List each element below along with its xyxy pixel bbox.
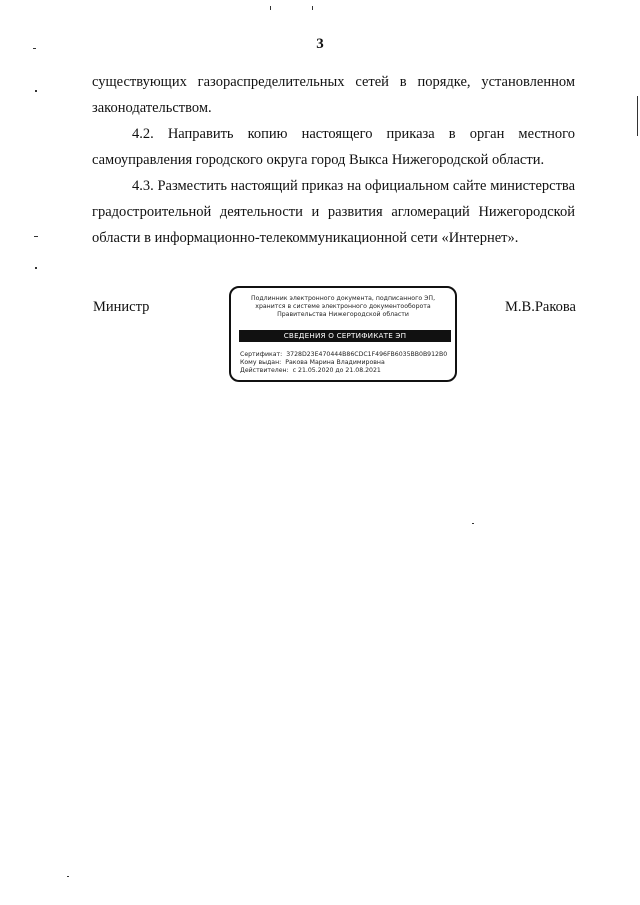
issued-to-label: Кому выдан: bbox=[240, 359, 282, 366]
validity-label: Действителен: bbox=[240, 367, 289, 374]
stamp-details bbox=[240, 351, 447, 375]
certificate-label: Сертификат: bbox=[240, 351, 283, 358]
paragraph-line: самоуправления городского округа город Выкса Нижегородской области. bbox=[92, 152, 545, 168]
signatory-position: Министр bbox=[93, 299, 150, 315]
certificate-value: 3728D23E470444B86CDC1F496FB6035BB0B912B0 bbox=[286, 351, 448, 358]
paragraph-network-legislation bbox=[92, 69, 575, 121]
paragraph-line: области в информационно-телекоммуникационной сети «Интернет». bbox=[92, 230, 519, 246]
validity-value: с 21.05.2020 до 21.08.2021 bbox=[292, 367, 381, 374]
scan-speck bbox=[637, 96, 638, 136]
scan-speck bbox=[270, 6, 271, 10]
scan-speck bbox=[67, 876, 69, 877]
stamp-intro-line: Подлинник электронного документа, подписанного ЭП, bbox=[250, 295, 436, 302]
stamp-intro-line: Правительства Нижегородской области bbox=[277, 311, 409, 318]
stamp-intro bbox=[237, 295, 449, 319]
electronic-signature-stamp bbox=[229, 286, 457, 382]
page-number: 3 bbox=[316, 36, 324, 52]
stamp-intro-line: хранится в системе электронного документооборота bbox=[255, 303, 431, 310]
paragraph-line: существующих газораспределительных сетей в порядке, установленном bbox=[92, 74, 575, 90]
paragraph-item-4-3 bbox=[92, 173, 575, 251]
stamp-header: СВЕДЕНИЯ О СЕРТИФИКАТЕ ЭП bbox=[239, 330, 451, 342]
scan-speck bbox=[35, 267, 37, 269]
scan-speck bbox=[35, 90, 37, 92]
issued-to-row bbox=[240, 359, 447, 367]
issued-to-value: Ракова Марина Владимировна bbox=[285, 359, 385, 366]
scan-speck bbox=[472, 523, 474, 524]
paragraph-item-4-2 bbox=[92, 121, 575, 173]
paragraph-line: 4.3. Разместить настоящий приказ на официальном сайте министерства bbox=[132, 178, 575, 194]
paragraph-line: 4.2. Направить копию настоящего приказа в орган местного bbox=[132, 126, 575, 142]
validity-row bbox=[240, 367, 447, 375]
paragraph-line: градостроительной деятельности и развития агломераций Нижегородской bbox=[92, 204, 575, 220]
signatory-name: М.В.Ракова bbox=[505, 299, 576, 315]
scan-speck bbox=[312, 6, 313, 10]
scan-speck bbox=[33, 48, 36, 49]
paragraph-line: законодательством. bbox=[92, 100, 212, 116]
scan-speck bbox=[34, 236, 38, 237]
certificate-row bbox=[240, 351, 447, 359]
